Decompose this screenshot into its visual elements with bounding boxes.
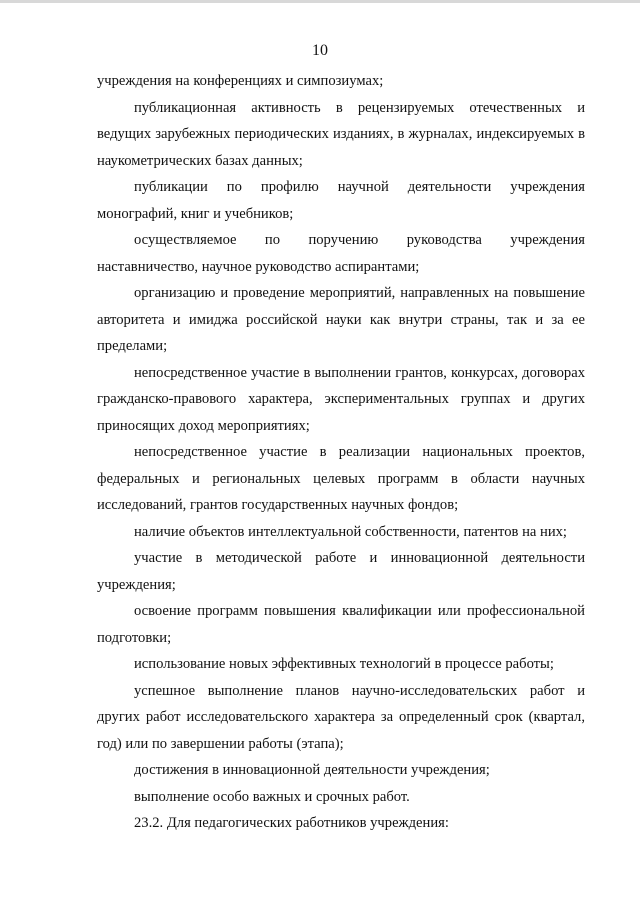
paragraph-9: участие в методической работе и инновационной деятельности учреждения; <box>97 550 585 593</box>
paragraph-3: публикации по профилю научной деятельности учреждения монографий, книг и учебников; <box>97 179 585 222</box>
paragraph-6: непосредственное участие в выполнении грантов, конкурсах, договорах гражданско-правового характера, экспериментальных группах и других приносящих доход мероприятиях; <box>97 364 585 434</box>
scan-top-edge <box>0 0 640 3</box>
paragraph-14: выполнение особо важных и срочных работ. <box>134 788 410 805</box>
paragraph-15: 23.2. Для педагогических работников учреждения: <box>134 815 449 831</box>
paragraph-12: успешное выполнение планов научно-исследовательских работ и других работ исследовательского характера за определенный срок (квартал, год) или по завершении работы (этапа); <box>97 682 585 752</box>
paragraph-1: учреждения на конференциях и симпозиумах; <box>97 73 384 89</box>
page-number: 10 <box>312 42 328 59</box>
paragraph-13: достижения в инновационной деятельности учреждения; <box>134 762 490 778</box>
paragraph-2: публикационная активность в рецензируемых отечественных и ведущих зарубежных периодических изданиях, в журналах, индексируемых в наукометрических базах данных; <box>97 99 585 169</box>
paragraph-10: освоение программ повышения квалификации или профессиональной подготовки; <box>97 603 585 646</box>
paragraph-5: организацию и проведение мероприятий, направленных на повышение авторитета и имиджа российской науки как внутри страны, так и за ее пределами; <box>97 285 585 354</box>
paragraph-11: использование новых эффективных технологий в процессе работы; <box>134 656 554 672</box>
paragraph-8: наличие объектов интеллектуальной собственности, патентов на них; <box>134 523 567 540</box>
paragraph-7: непосредственное участие в реализации национальных проектов, федеральных и региональных целевых программ в области научных исследований, грантов государственных научных фондов; <box>97 444 585 513</box>
paragraph-4: осуществляемое по поручению руководства учреждения наставничество, научное руководство аспирантами; <box>97 232 585 275</box>
document-body <box>97 68 585 837</box>
